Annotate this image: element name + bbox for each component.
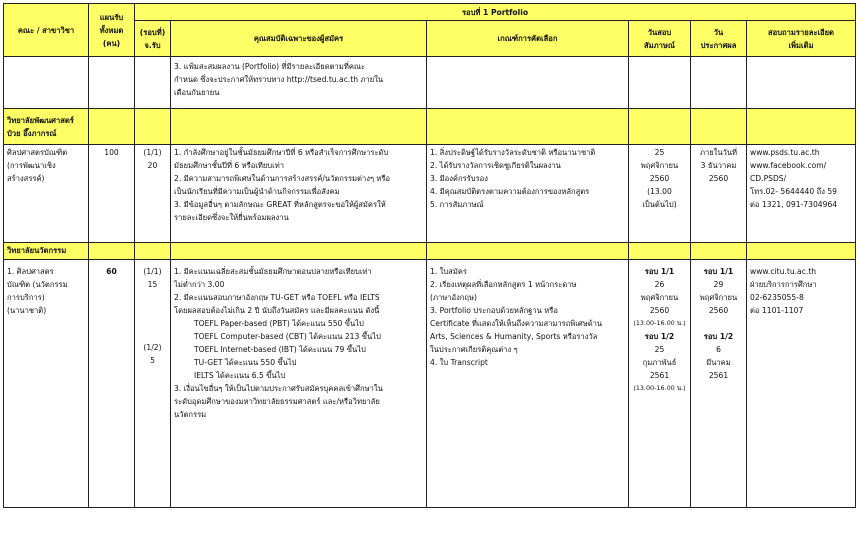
header-criteria: เกณฑ์การคัดเลือก <box>427 21 629 57</box>
contact-info: www.citu.tu.ac.th ฝ่ายบริการการศึกษา 02-6235055-8 ต่อ 1101-1107 <box>747 260 856 508</box>
header-interview-date: วันสอบ สัมภาษณ์ <box>629 21 691 57</box>
header-announce-date: วัน ประกาศผล <box>691 21 747 57</box>
header-contact: สอบถามรายละเอียด เพิ่มเติม <box>747 21 856 57</box>
plan-total: 60 <box>89 260 135 508</box>
header-plan-total: แผนรับ ทั้งหมด (คน) <box>89 4 135 57</box>
qualifications: 1. กำลังศึกษาอยู่ในชั้นมัธยมศึกษาปีที่ 6 หรือสำเร็จการศึกษาระดับ มัธยมศึกษาชั้นปีที่ 6 หรือเทียบเท่า 2. มีความสามารถพิเศษในด้านการสร้างสรรค์/นวัตกรรมต่างๆ หรือ เป็นนักเรียนที่มีความเป็นผู้นำด้านกิจกรรมเพื่อสังคม 3. มีข้อมูลอื่นๆ ตามลักษณะ GREAT ที่หลักสูตรจะขอให้ผู้สมัครให้ รายละเอียดซึ่งจะให้ยื่นพร้อมผลงาน <box>171 145 427 243</box>
section-title-citu: วิทยาลัยนวัตกรรม <box>4 243 89 260</box>
program-name: 1. ศิลปศาสตร บัณฑิต (นวัตกรรม การบริการ) (นานาชาติ) <box>4 260 89 508</box>
table-row <box>4 145 856 243</box>
announce-date: ภายในวันที่ 3 ธันวาคม 2560 <box>691 145 747 243</box>
round-seats: (1/1) 20 <box>135 145 171 243</box>
criteria: 1. สิ่งประดิษฐ์ได้รับรางวัลระดับชาติ หรือนานาชาติ 2. ได้รับรางวัลการเชิดชูเกียรติในผลงาน 3. มีองค์กรรับรอง 4. มีคุณสมบัติตรงตามความต้องการของหลักสูตร 5. การสัมภาษณ์ <box>427 145 629 243</box>
criteria: 1. ใบสมัคร 2. เรียงเหตุผลที่เลือกหลักสูตร 1 หน้ากระดาษ (ภาษาอังกฤษ) 3. Portfolio ประกอบด้วยหลักฐาน หรือ Certificate ที่แสดงให้เห็นถึงความสามารถพิเศษด้าน Arts, Sciences & Humanity, Sports หรือรางวัล ในประกาศเกียรติคุณต่าง ๆ 4. ใบ Transcript <box>427 260 629 508</box>
program-name: ศิลปศาสตรบัณฑิต (การพัฒนาเชิง สร้างสรรค์) <box>4 145 89 243</box>
qualifications: 1. มีคะแนนเฉลี่ยสะสมชั้นมัธยมศึกษาตอนปลายหรือเทียบเท่า ไม่ต่ำกว่า 3.00 2. มีคะแนนสอบภาษาอังกฤษ TU-GET หรือ TOEFL หรือ IELTS โดยผลสอบต้องไม่เกิน 2 ปี นับถึงวันสมัคร และมีผลคะแนน ดังนี้ TOEFL Paper-based (PBT) ได้คะแนน 550 ขึ้นไป TOEFL Computer-based (CBT) ได้คะแนน 213 ขึ้นไป TOEFL Internet-based (IBT) ได้คะแนน 79 ขึ้นไป TU-GET ได้คะแนน 550 ขึ้นไป IELTS ได้คะแนน 6.5 ขึ้นไป 3. เงื่อนไขอื่นๆ ให้เป็นไปตามประกาศรับสมัครบุคคลเข้าศึกษาใน ระดับอุดมศึกษาของมหาวิทยาลัยธรรมศาสตร์ และ/หรือวิทยาลัย นวัตกรรม <box>171 260 427 508</box>
plan-total: 100 <box>89 145 135 243</box>
interview-date: รอบ 1/1 26 พฤศจิกายน 2560 (13.00-16.00 น.) รอบ 1/2 25 กุมภาพันธ์ 2561 (13.00-16.00 น.) <box>629 260 691 508</box>
round-seats: (1/1) 15 (1/2) 5 <box>135 260 171 508</box>
table-row <box>4 260 856 508</box>
header-round-title: รอบที่ 1 Portfolio <box>135 4 856 21</box>
interview-date: 25 พฤศจิกายน 2560 (13.00 เป็นต้นไป) <box>629 145 691 243</box>
section-title-psds: วิทยาลัยพัฒนศาสตร์ ป๋วย อึ๊งภากรณ์ <box>4 109 89 145</box>
announce-date: รอบ 1/1 29 พฤศจิกายน 2560 รอบ 1/2 6 มีนาคม 2561 <box>691 260 747 508</box>
header-qualifications: คุณสมบัติเฉพาะของผู้สมัคร <box>171 21 427 57</box>
continuation-qualifications: 3. แฟ้มสะสมผลงาน (Portfolio) ที่มีรายละเอียดตามที่คณะ กำหนด ซึ่งจะประกาศให้ทราบทาง http://tsed.tu.ac.th ภายใน เดือนกันยายน <box>171 57 427 109</box>
contact-info: www.psds.tu.ac.th www.facebook.com/ CD.PSDS/ โทร.02- 5644440 ถึง 59 ต่อ 1321, 091-7304964 <box>747 145 856 243</box>
header-faculty: คณะ / สาขาวิชา <box>4 4 89 57</box>
header-round-seats: (รอบที่) จ.รับ <box>135 21 171 57</box>
admission-table <box>3 3 856 508</box>
